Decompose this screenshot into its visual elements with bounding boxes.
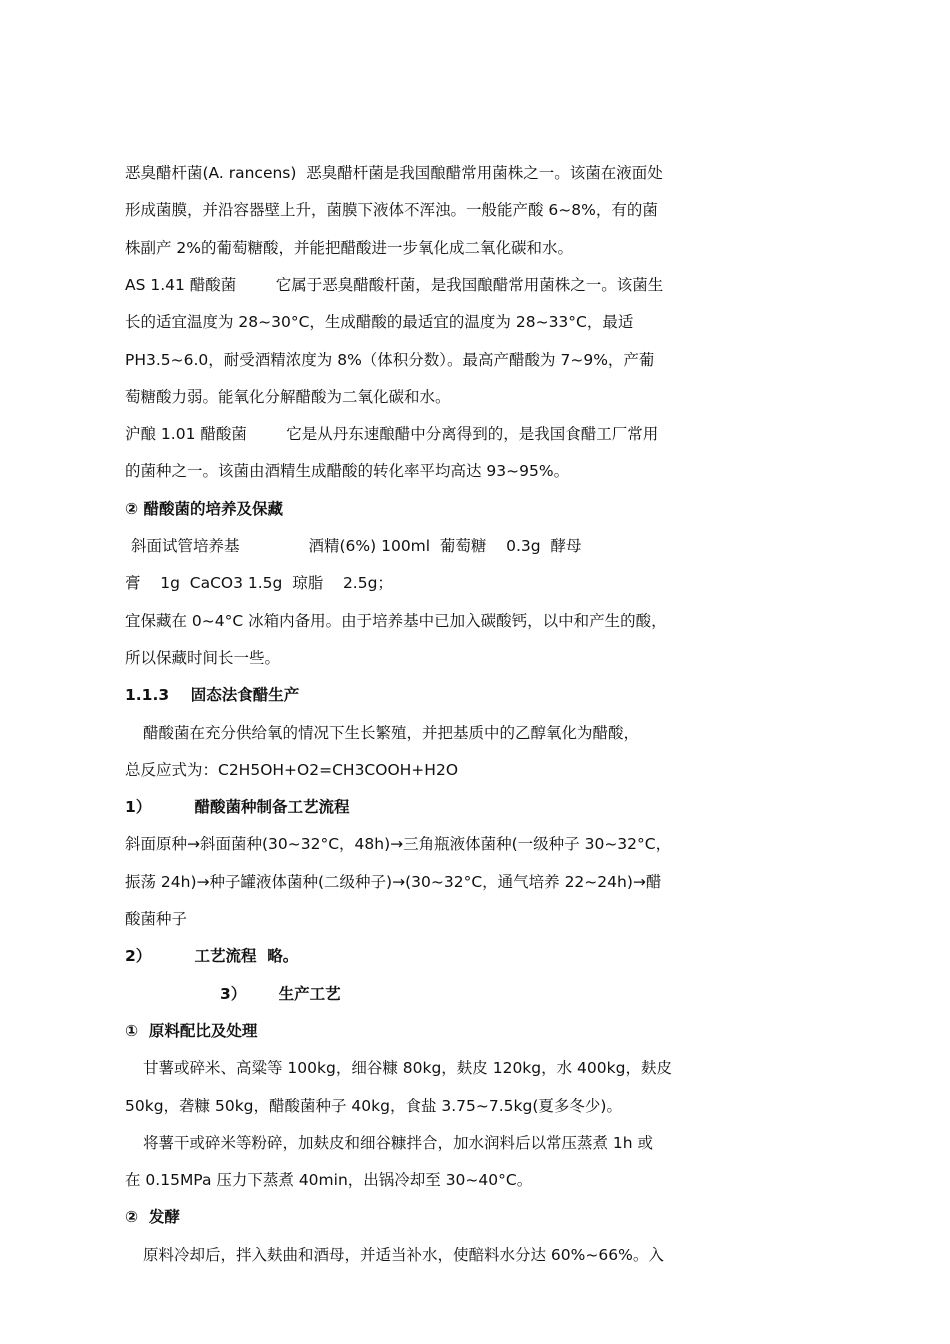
section-heading: ② 醋酸菌的培养及保藏 <box>125 499 284 518</box>
text-line: 膏 1g CaCO3 1.5g 琼脂 2.5g； <box>125 574 393 593</box>
text-line: 长的适宜温度为 28~30°C，生成醋酸的最适宜的温度为 28~33°C，最适 <box>125 313 634 332</box>
section-heading: 1.1.3 固态法食醋生产 <box>125 686 300 705</box>
text-line: 在 0.15MPa 压力下蒸煮 40min，出锅冷却至 30~40°C。 <box>125 1171 533 1190</box>
text-line: 将薯干或碎米等粉碎，加麸皮和细谷糠拌合，加水润料后以常压蒸煮 1h 或 <box>143 1133 654 1152</box>
text-line: 形成菌膜，并沿容器壁上升，菌膜下液体不浑浊。一般能产酸 6~8%，有的菌 <box>125 201 658 220</box>
text-line: 甘薯或碎米、高粱等 100kg，细谷糠 80kg，麸皮 120kg，水 400kg，麸皮 <box>143 1059 672 1078</box>
text-line: 萄糖酸力弱。能氧化分解醋酸为二氧化碳和水。 <box>125 387 451 406</box>
text-line: 原料冷却后，拌入麸曲和酒母，并适当补水，使醅料水分达 60%~66%。入 <box>143 1245 664 1264</box>
section-heading: ② 发酵 <box>125 1208 180 1227</box>
section-heading: 2） 工艺流程 略。 <box>125 947 299 966</box>
text-line: 振荡 24h)→种子罐液体菌种(二级种子)→(30~32°C，通气培养 22~24h)→醋 <box>125 872 662 891</box>
text-line: 斜面原种→斜面菌种(30~32°C，48h)→三角瓶液体菌种(一级种子 30~32°C， <box>125 835 672 854</box>
section-heading: ① 原料配比及处理 <box>125 1021 258 1040</box>
text-line: 酸菌种子 <box>125 910 188 928</box>
section-heading: 1） 醋酸菌种制备工艺流程 <box>125 798 350 817</box>
section-heading: 3） 生产工艺 <box>220 984 341 1003</box>
text-line: 株副产 2%的葡萄糖酸，并能把醋酸进一步氧化成二氧化碳和水。 <box>125 238 574 257</box>
text-line: 50kg，砻糠 50kg，醋酸菌种子 40kg，食盐 3.75~7.5kg(夏多冬少)。 <box>125 1096 622 1115</box>
text-line: 斜面试管培养基 酒精(6%) 100ml 葡萄糖 0.3g 酵母 <box>131 537 582 555</box>
text-line: AS 1.41 醋酸菌 它属于恶臭醋酸杆菌，是我国酿醋常用菌株之一。该菌生 <box>125 275 664 294</box>
text-line: 所以保藏时间长一些。 <box>125 648 281 667</box>
text-line: PH3.5~6.0，耐受酒精浓度为 8%（体积分数）。最高产醋酸为 7~9%，产葡 <box>125 350 655 369</box>
text-line: 沪酿 1.01 醋酸菌 它是从丹东速酿醋中分离得到的，是我国食醋工厂常用 <box>125 425 659 444</box>
text-line: 宜保藏在 0~4°C 冰箱内备用。由于培养基中已加入碳酸钙，以中和产生的酸， <box>125 611 667 630</box>
text-line: 的菌种之一。该菌由酒精生成醋酸的转化率平均高达 93~95%。 <box>125 462 570 481</box>
text-line: 恶臭醋杆菌(A. rancens) 恶臭醋杆菌是我国酿醋常用菌株之一。该菌在液面处 <box>125 164 663 182</box>
text-line: 醋酸菌在充分供给氧的情况下生长繁殖，并把基质中的乙醇氧化为醋酸， <box>143 723 640 742</box>
text-line: 总反应式为：C2H5OH+O2=CH3COOH+H2O <box>125 760 459 779</box>
